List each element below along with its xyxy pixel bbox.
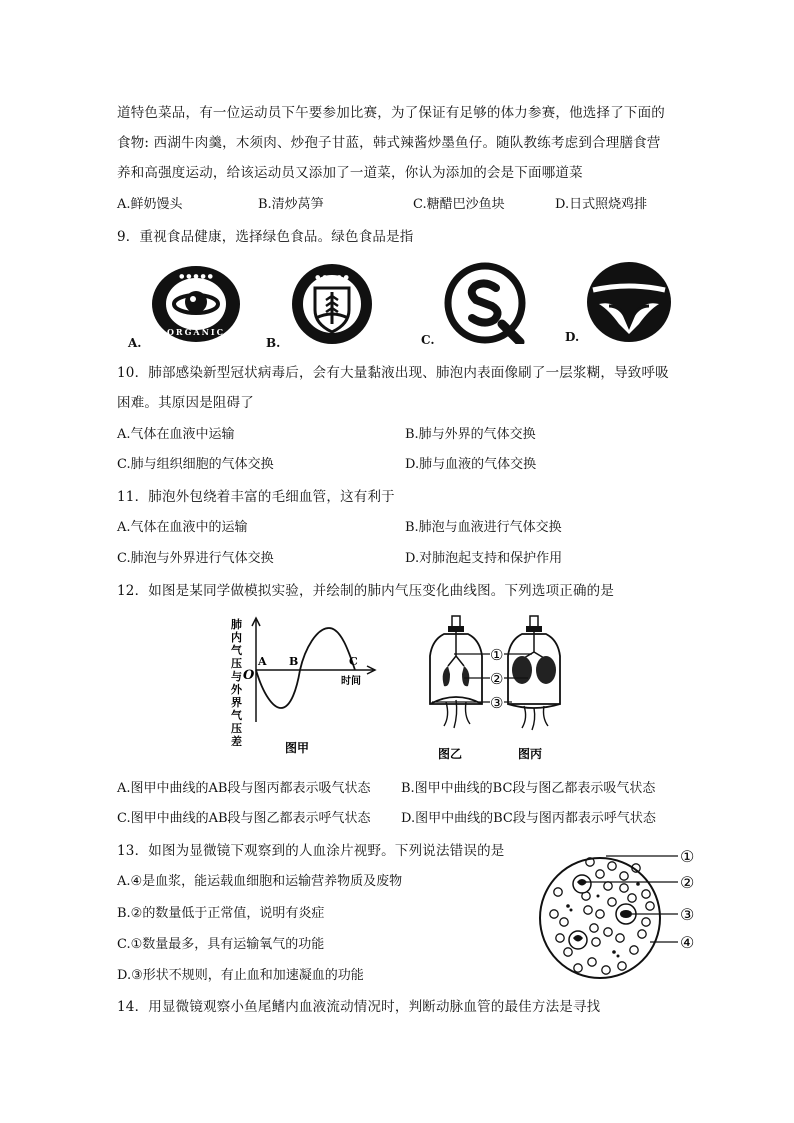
lung-model-apparatus [418,612,598,764]
q10-option-b: B.肺与外界的气体交换 [405,427,536,442]
q11-option-d: D.对肺泡起支持和保护作用 [405,551,563,566]
svg-text:与: 与 [231,670,242,683]
q14-stem: 14．用显微镜观察小鱼尾鳍内血液流动情况时，判断动脉血管的最佳方法是寻找 [117,999,601,1015]
blood-mark-2: ② [680,873,695,892]
svg-text:差: 差 [231,735,242,748]
svg-text:压: 压 [231,722,242,735]
point-c-label: C [349,655,358,668]
svg-text:肺: 肺 [231,618,242,631]
caption-bing: 图丙 [518,747,543,761]
svg-text:压: 压 [231,657,242,670]
q12-stem: 12．如图是某同学做模拟实验，并绘制的肺内气压变化曲线图。下列选项正确的是 [117,583,615,599]
q10-option-c: C.肺与组织细胞的气体交换 [117,457,274,472]
q11-option-a: A.气体在血液中的运输 [117,520,248,535]
organic-food-logo [150,264,242,344]
svg-text:内: 内 [231,631,242,644]
q12-option-b: B.图甲中曲线的BC段与图乙都表示吸气状态 [401,781,656,796]
organic-logo-text: ORGANIC [166,327,226,337]
green-food-logo [290,262,374,346]
q9-label-a: A. [128,336,142,350]
q9-label-c: C. [421,333,435,347]
point-a-label: A [258,655,267,668]
q8-line-3: 养和高强度运动，给该运动员又添加了一道菜，你认为添加的会是下面哪道菜 [117,165,583,181]
pressure-graph [225,612,385,760]
point-b-label: B [289,655,299,668]
pressure-curve [256,628,355,708]
q13-stem: 13．如图为显微镜下观察到的人血涂片视野。下列说法错误的是 [117,843,505,859]
q9-label-b: B. [266,336,281,350]
graph-caption: 图甲 [285,741,310,755]
green-leaf-logo [585,260,673,344]
qs-logo [444,262,526,344]
q13-option-d: D.③形状不规则，有止血和加速凝血的功能 [117,968,364,983]
q13-option-c: C.①数量最多，具有运输氧气的功能 [117,937,325,952]
origin-label: O [243,668,255,683]
mark-1: ① [490,646,504,664]
q10-line-1: 10．肺部感染新型冠状病毒后，会有大量黏液出现、肺泡内表面像刷了一层浆糊，导致呼吸 [117,365,669,381]
q13-option-a: A.④是血浆，能运载血细胞和运输营养物质及废物 [117,874,403,889]
blood-mark-1: ① [680,847,695,866]
blood-mark-4: ④ [680,933,695,952]
blood-smear-figure [538,842,710,992]
blood-mark-3: ③ [680,905,695,924]
svg-text:● ● ● ● ●: ● ● ● ● ● [315,274,349,281]
svg-text:● ● ● ● ●: ● ● ● ● ● [179,273,213,280]
q11-stem: 11．肺泡外包绕着丰富的毛细血管，这有利于 [117,489,395,505]
q10-line-2: 困难。其原因是阻碍了 [117,395,254,411]
q8-option-d: D.日式照烧鸡排 [555,197,648,212]
q8-line-2: 食物: 西湖牛肉羹，木须肉、炒孢子甘蓝，韩式辣酱炒墨鱼仔。随队教练考虑到合理膳食营 [117,135,661,151]
q8-option-a: A.鲜奶馒头 [117,197,183,212]
q13-option-b: B.②的数量低于正常值，说明有炎症 [117,906,325,921]
q12-option-d: D.图甲中曲线的BC段与图丙都表示呼气状态 [401,811,656,826]
q8-option-b: B.清炒莴笋 [258,197,324,212]
q11-option-c: C.肺泡与外界进行气体交换 [117,551,274,566]
q9-label-d: D. [565,330,580,344]
svg-text:界: 界 [231,696,242,709]
q9-stem: 9．重视食品健康，选择绿色食品。绿色食品是指 [117,229,414,245]
mark-2: ② [490,670,504,688]
x-axis-label: 时间 [341,676,361,687]
svg-text:气: 气 [231,709,242,722]
q8-option-c: C.糖醋巴沙鱼块 [413,197,505,212]
q10-option-a: A.气体在血液中运输 [117,427,235,442]
svg-text:气: 气 [231,644,242,657]
q8-line-1: 道特色菜品，有一位运动员下午要参加比赛，为了保证有足够的体力参赛，他选择了下面的 [117,105,665,121]
q10-option-d: D.肺与血液的气体交换 [405,457,537,472]
svg-text:外: 外 [231,683,242,696]
mark-3: ③ [490,694,504,712]
bottle-yi [430,616,482,728]
q12-option-c: C.图甲中曲线的AB段与图乙都表示呼气状态 [117,811,371,826]
q11-option-b: B.肺泡与血液进行气体交换 [405,520,562,535]
bottle-bing [508,616,560,730]
caption-yi: 图乙 [438,747,463,761]
y-axis-label [231,617,243,748]
q12-option-a: A.图甲中曲线的AB段与图丙都表示吸气状态 [117,781,371,796]
